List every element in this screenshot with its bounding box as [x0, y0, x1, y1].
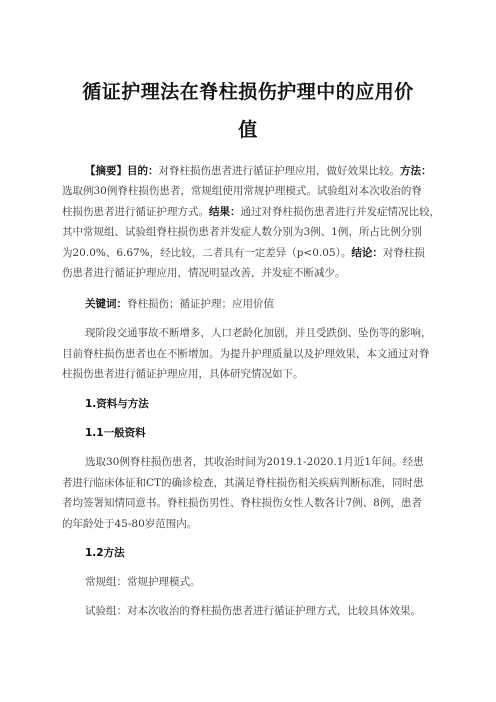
subsection-heading-1-1: 1.1一般资料	[85, 427, 146, 439]
sub1-line-4: 的年龄处于45-80岁范围内。	[62, 518, 198, 530]
sub2-line-2: 试验组：对本次收治的脊柱损伤患者进行循证护理方式，比较具体效果。	[85, 605, 421, 617]
purpose-text: 对脊柱损伤患者进行循证护理应用，做好效果比较。	[158, 165, 400, 177]
conclusion-label: 结论：	[351, 247, 383, 259]
abstract-line-5-text: 为20.0%、6.67%，经比较，二者具有一定差异（p<0.05）。	[62, 247, 352, 259]
section-heading-1: 1.资料与方法	[85, 398, 149, 410]
sub1-line-2: 者进行临床体征和CT的确诊检查，其满足脊柱损伤相关疾病判断标准，同时患	[62, 477, 424, 489]
document-title-line-1: 循证护理法在脊柱损伤护理中的应用价	[82, 81, 414, 103]
abstract-label: 【摘要】	[85, 165, 127, 177]
abstract-line-5	[62, 246, 425, 260]
intro-line-2: 目前脊柱损伤患者也在不断增加。为提升护理质量以及护理效果，本文通过对脊	[62, 348, 430, 360]
abstract-line-2: 选取例30例脊柱损伤患者，常规组使用常规护理模式。试验组对本次收治的脊	[62, 185, 422, 197]
subsection-heading-1-2: 1.2方法	[85, 547, 125, 559]
abstract-line-4: 其中常规组、试验组脊柱损伤患者并发症人数分别为3例、1例，所占比例分别	[62, 226, 422, 238]
document-title-line-2: 值	[238, 119, 258, 141]
abstract-line-1	[85, 164, 432, 178]
keywords-line	[85, 297, 274, 311]
intro-line-1: 现阶段交通事故不断增多，人口老龄化加剧，并且受跌倒、坠伤等的影响，	[85, 327, 432, 339]
sub1-line-3: 者均签署知情同意书。脊柱损伤男性、脊柱损伤女性人数各计7例、8例，患者	[62, 497, 422, 509]
result-text: 通过对脊柱损伤患者进行并发症情况比较，	[240, 206, 440, 218]
abstract-line-6: 伤患者进行循证护理应用，情况明显改善，并发症不断减少。	[62, 267, 346, 279]
method-label: 方法：	[400, 165, 432, 177]
abstract-line-3	[62, 205, 440, 219]
abstract-line-3-text: 柱损伤患者进行循证护理方式。	[62, 206, 209, 218]
keywords-label: 关键词：	[85, 298, 127, 310]
purpose-label: 目的：	[127, 165, 159, 177]
sub2-line-1: 常规组：常规护理模式。	[85, 576, 201, 588]
sub1-line-1: 选取30例脊柱损伤患者，其收治时间为2019.1-2020.1月近1年间。经患	[85, 456, 424, 468]
conclusion-text: 对脊柱损	[382, 247, 425, 259]
intro-line-3: 柱损伤患者进行循证护理应用，具体研究情况如下。	[62, 368, 304, 380]
result-label: 结果：	[209, 206, 241, 218]
keywords-text: 脊柱损伤；循证护理；应用价值	[127, 298, 274, 310]
